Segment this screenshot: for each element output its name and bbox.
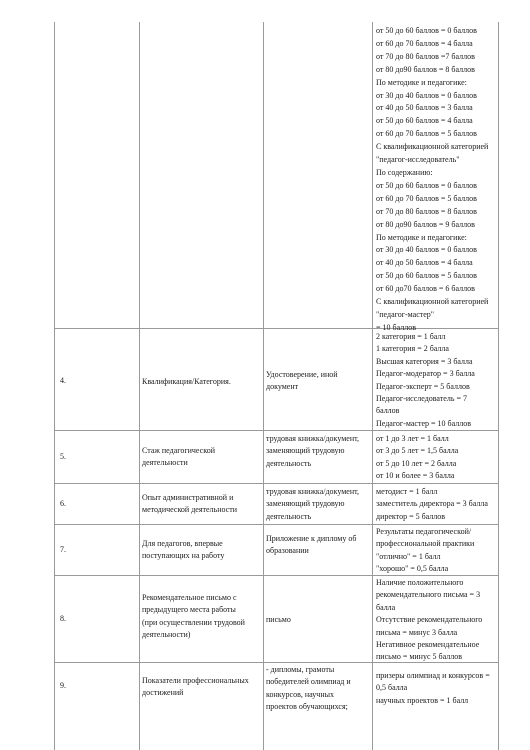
document-cell [266, 369, 370, 394]
table-border-col2 [139, 22, 140, 750]
criterion-line: Стаж педагогической [142, 446, 215, 455]
score-line: от 60 до 70 баллов = 4 балла [376, 38, 473, 48]
row-number: 7. [60, 545, 66, 554]
document-line: проектов обучающихся; [266, 702, 348, 712]
document-cell [266, 533, 370, 558]
table-border-col3 [263, 22, 264, 750]
score-line: Педагог-исследователь = 7 [376, 394, 467, 404]
row-number: 9. [60, 681, 66, 690]
document-line: трудовая книжка/документ, [266, 487, 359, 496]
document-line: конкурсов, научных [266, 689, 334, 699]
score-line: = 10 баллов [376, 322, 416, 332]
row-number: 4. [60, 376, 66, 385]
score-line: от 60 до 70 баллов = 5 баллов [376, 193, 477, 203]
score-line: от 80 до90 баллов = 9 баллов [376, 219, 475, 229]
criterion-line: Рекомендательное письмо с [142, 593, 237, 602]
document-line: Удостоверение, иной [266, 370, 338, 379]
criterion-line: деятельности) [142, 630, 191, 640]
score-line: Результаты педагогической/ [376, 527, 472, 536]
score-line: "хорошо" = 0,5 балла [376, 564, 449, 574]
row-number: 8. [60, 614, 66, 623]
document-line: заменяющий трудовую [266, 499, 345, 509]
criterion-name [142, 492, 263, 517]
row-divider [54, 483, 498, 484]
score-line: Педагог-модератор = 3 балла [376, 369, 475, 379]
score-line: По методике и педагогике: [376, 77, 467, 87]
score-line: от 30 до 40 баллов = 0 баллов [376, 245, 477, 255]
document-line: деятельность [266, 511, 312, 521]
document-line: победителей олимпиад и [266, 677, 351, 687]
score-line: от 60 до 70 баллов = 5 баллов [376, 129, 477, 139]
score-line: письма = минус 3 балла [376, 627, 458, 637]
score-line: "педагог-исследователь" [376, 155, 460, 165]
criterion-line: поступающих на работу [142, 551, 225, 561]
document-cell [266, 433, 370, 470]
score-line: от 40 до 50 баллов = 4 балла [376, 258, 473, 268]
criterion-name [142, 675, 263, 700]
document-line: Приложение к диплому об [266, 534, 357, 543]
criterion-line: Опыт административной и [142, 493, 234, 502]
score-line: Наличие положительного [376, 578, 464, 587]
score-line: призеры олимпиад и конкурсов = [376, 671, 490, 680]
score-line: С квалификационной категорией [376, 142, 489, 152]
score-line: По методике и педагогике: [376, 232, 467, 242]
score-line: баллов [376, 406, 400, 416]
score-line: письмо = минус 5 баллов [376, 652, 462, 662]
document-line: письмо [266, 615, 291, 624]
table-border-col4 [372, 22, 373, 750]
criterion-line: достижений [142, 688, 184, 698]
criterion-line: предыдущего места работы [142, 605, 236, 615]
score-line: Негативное рекомендательное [376, 640, 480, 650]
criterion-name [142, 376, 263, 388]
table-border-right [498, 22, 499, 750]
score-cell [376, 433, 496, 483]
score-line: "педагог-мастер" [376, 309, 435, 319]
score-line: Высшая категория = 3 балла [376, 356, 473, 366]
criterion-name [142, 592, 263, 642]
table-border-left [54, 22, 55, 750]
score-cell [376, 486, 496, 523]
score-line: 0,5 балла [376, 683, 408, 693]
score-line: от 60 до70 баллов = 6 баллов [376, 284, 475, 294]
score-line: профессиональной практики [376, 539, 475, 549]
score-continuation [376, 25, 488, 335]
score-cell [376, 577, 496, 664]
score-line: от 50 до 60 баллов = 4 балла [376, 116, 473, 126]
criterion-line: (при осуществлении трудовой [142, 617, 245, 627]
score-line: от 10 и более = 3 балла [376, 471, 455, 481]
score-line: По содержанию: [376, 167, 433, 177]
document-line: деятельность [266, 458, 312, 468]
score-cell [376, 670, 496, 707]
score-line: от 70 до 80 баллов = 8 баллов [376, 206, 477, 216]
score-line: от 3 до 5 лет = 1,5 балла [376, 446, 459, 456]
criterion-line: Квалификация/Категория. [142, 377, 231, 386]
document-line: образовании [266, 546, 309, 556]
score-line: от 80 до90 баллов = 8 баллов [376, 64, 475, 74]
document-cell [266, 486, 370, 523]
row-number: 5. [60, 452, 66, 461]
score-line: от 40 до 50 баллов = 3 балла [376, 103, 473, 113]
score-line: от 1 до 3 лет = 1 балл [376, 434, 449, 443]
criterion-line: методической деятельности [142, 505, 238, 515]
score-line: заместитель директора = 3 балла [376, 499, 488, 509]
criterion-name [142, 445, 263, 470]
document-line: трудовая книжка/документ, [266, 434, 359, 443]
row-number: 6. [60, 499, 66, 508]
score-cell [376, 331, 496, 430]
score-line: балла [376, 602, 396, 612]
score-line: Педагог-мастер = 10 баллов [376, 418, 471, 428]
score-line: "отлично" = 1 балл [376, 551, 441, 561]
criterion-line: деятельности [142, 458, 188, 468]
score-line: от 50 до 60 баллов = 5 баллов [376, 271, 477, 281]
score-line: Отсутствие рекомендательного [376, 615, 483, 625]
criterion-name [142, 538, 263, 563]
score-line: от 5 до 10 лет = 2 балла [376, 458, 457, 468]
document-line: заменяющий трудовую [266, 446, 345, 456]
criterion-line: Показатели профессиональных [142, 676, 249, 685]
document-cell [266, 614, 370, 626]
score-line: С квалификационной категорией [376, 297, 489, 307]
score-line: от 50 до 60 баллов = 0 баллов [376, 180, 477, 190]
score-line: Педагог-эксперт = 5 баллов [376, 381, 470, 391]
score-line: 1 категория = 2 балла [376, 344, 449, 354]
score-line: научных проектов = 1 балл [376, 695, 469, 705]
score-line: от 30 до 40 баллов = 0 баллов [376, 90, 477, 100]
row-divider [54, 524, 498, 525]
score-line: от 70 до 80 баллов =7 баллов [376, 51, 475, 61]
document-cell [266, 664, 370, 714]
document-line: - дипломы, грамоты [266, 665, 335, 674]
criterion-line: Для педагогов, впервые [142, 539, 223, 548]
score-line: 2 категория = 1 балл [376, 332, 446, 341]
score-line: директор = 5 баллов [376, 511, 446, 521]
score-line: рекомендательного письма = 3 [376, 590, 481, 600]
document-line: документ [266, 382, 299, 392]
score-line: методист = 1 балл [376, 487, 438, 496]
score-line: от 50 до 60 баллов = 0 баллов [376, 26, 477, 35]
score-cell [376, 526, 496, 576]
